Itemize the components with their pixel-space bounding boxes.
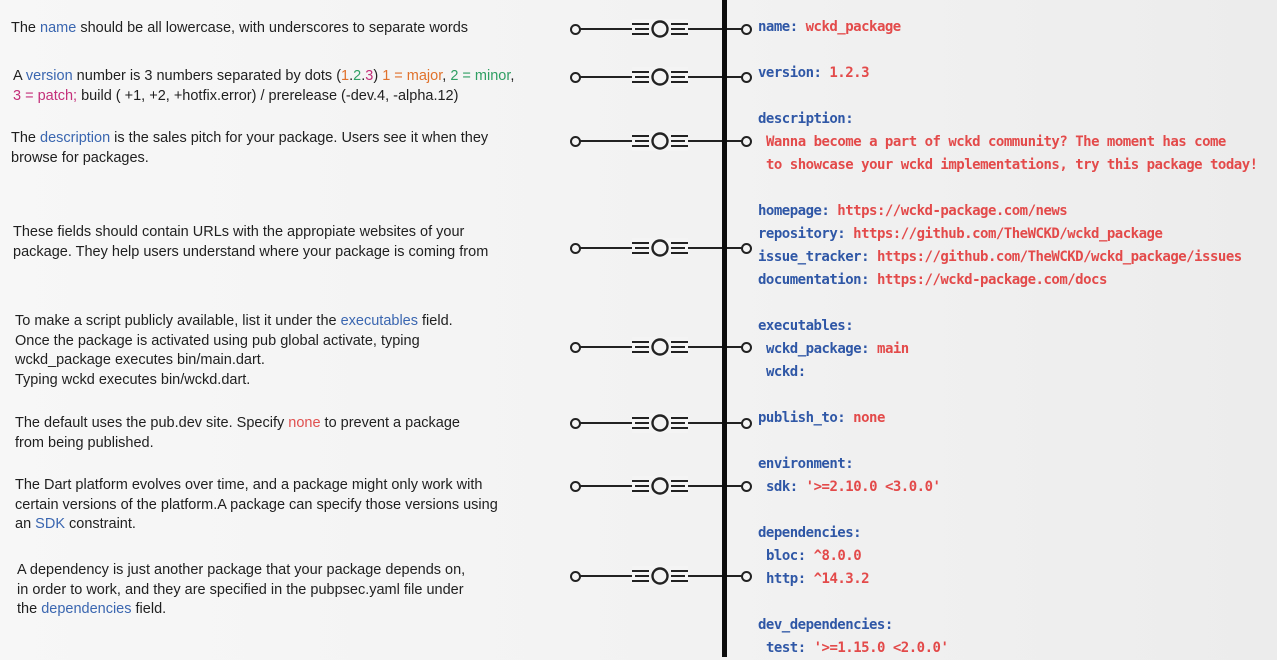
- yaml-urls: homepage: https://wckd-package.com/news repository: https://github.com/TheWCKD/wckd_package issue_tracker: https://github.com/TheWCKD/wckd_package/issues documentation: https://wckd-package.com/docs: [758, 203, 1242, 288]
- connector-endpoint-icon: [570, 243, 581, 254]
- connector-endpoint-icon: [570, 571, 581, 582]
- connector-endpoint-icon: [570, 136, 581, 147]
- yaml-environment: environment: sdk: '>=2.10.0 <3.0.0': [758, 456, 941, 495]
- connector-endpoint-icon: [570, 481, 581, 492]
- connector-endpoint-icon: [570, 418, 581, 429]
- executables-keyword: executables: [340, 313, 418, 329]
- description-keyword: description: [40, 130, 111, 146]
- connector-endpoint-icon: [741, 481, 752, 492]
- connector-endpoint-icon: [741, 418, 752, 429]
- description-description: The description is the sales pitch for your package. Users see it when they browse for packages.: [11, 130, 489, 166]
- connector-endpoint-icon: [741, 571, 752, 582]
- yaml-version: version: 1.2.3: [758, 65, 870, 81]
- connector-knot-icon: [632, 131, 688, 151]
- connector-endpoint-icon: [570, 72, 581, 83]
- connector-endpoint-icon: [741, 243, 752, 254]
- yaml-publish-to: publish_to: none: [758, 410, 885, 426]
- yaml-dev-dependencies: dev_dependencies: test: '>=1.15.0 <2.0.0': [758, 617, 949, 656]
- environment-description: The Dart platform evolves over time, and a package might only work with certain versions of the platform.A package can specify those versions using an SDK constraint.: [15, 477, 498, 532]
- connector-knot-icon: [632, 566, 688, 586]
- connector-endpoint-icon: [570, 342, 581, 353]
- name-keyword: name: [40, 20, 77, 36]
- connector-endpoint-icon: [570, 24, 581, 35]
- version-description: A version number is 3 numbers separated by dots (1.2.3) 1 = major, 2 = minor, 3 = patch; build ( +1, +2, +hotfix.error) / prerelease (-dev.4, -alpha.12): [13, 68, 515, 104]
- connector-knot-icon: [632, 67, 688, 87]
- name-description: The name should be all lowercase, with underscores to separate words: [11, 20, 469, 36]
- publish-to-description: The default uses the pub.dev site. Specify none to prevent a package from being published.: [15, 415, 460, 451]
- yaml-dependencies: dependencies: bloc: ^8.0.0 http: ^14.3.2: [758, 525, 870, 587]
- urls-description: These fields should contain URLs with the appropiate websites of your package. They help users understand where your package is coming from: [13, 224, 489, 260]
- dependencies-description: A dependency is just another package that your package depends on, in order to work, and they are specified in the pubpsec.yaml file under the dependencies field.: [17, 562, 466, 617]
- version-keyword: version: [25, 68, 73, 84]
- dependencies-keyword: dependencies: [41, 601, 132, 617]
- connector-knot-icon: [632, 337, 688, 357]
- yaml-description: description: Wanna become a part of wckd community? The moment has come to showcase your wckd implementations, try this package today!: [758, 111, 1258, 173]
- connector-knot-icon: [632, 238, 688, 258]
- sdk-keyword: SDK: [35, 516, 65, 532]
- connector-knot-icon: [632, 476, 688, 496]
- connector-endpoint-icon: [741, 136, 752, 147]
- center-divider: [722, 0, 727, 657]
- connector-knot-icon: [632, 19, 688, 39]
- connector-endpoint-icon: [741, 72, 752, 83]
- connector-endpoint-icon: [741, 24, 752, 35]
- yaml-executables: executables: wckd_package: main wckd:: [758, 318, 909, 380]
- none-keyword: none: [288, 415, 321, 431]
- connector-endpoint-icon: [741, 342, 752, 353]
- yaml-name: name: wckd_package: [758, 19, 901, 35]
- executables-description: To make a script publicly available, list it under the executables field. Once the package is activated using pub global activate, typing wckd_package executes bin/main.dart. Typing wckd executes bin/wckd.dart.: [15, 313, 453, 388]
- connector-knot-icon: [632, 413, 688, 433]
